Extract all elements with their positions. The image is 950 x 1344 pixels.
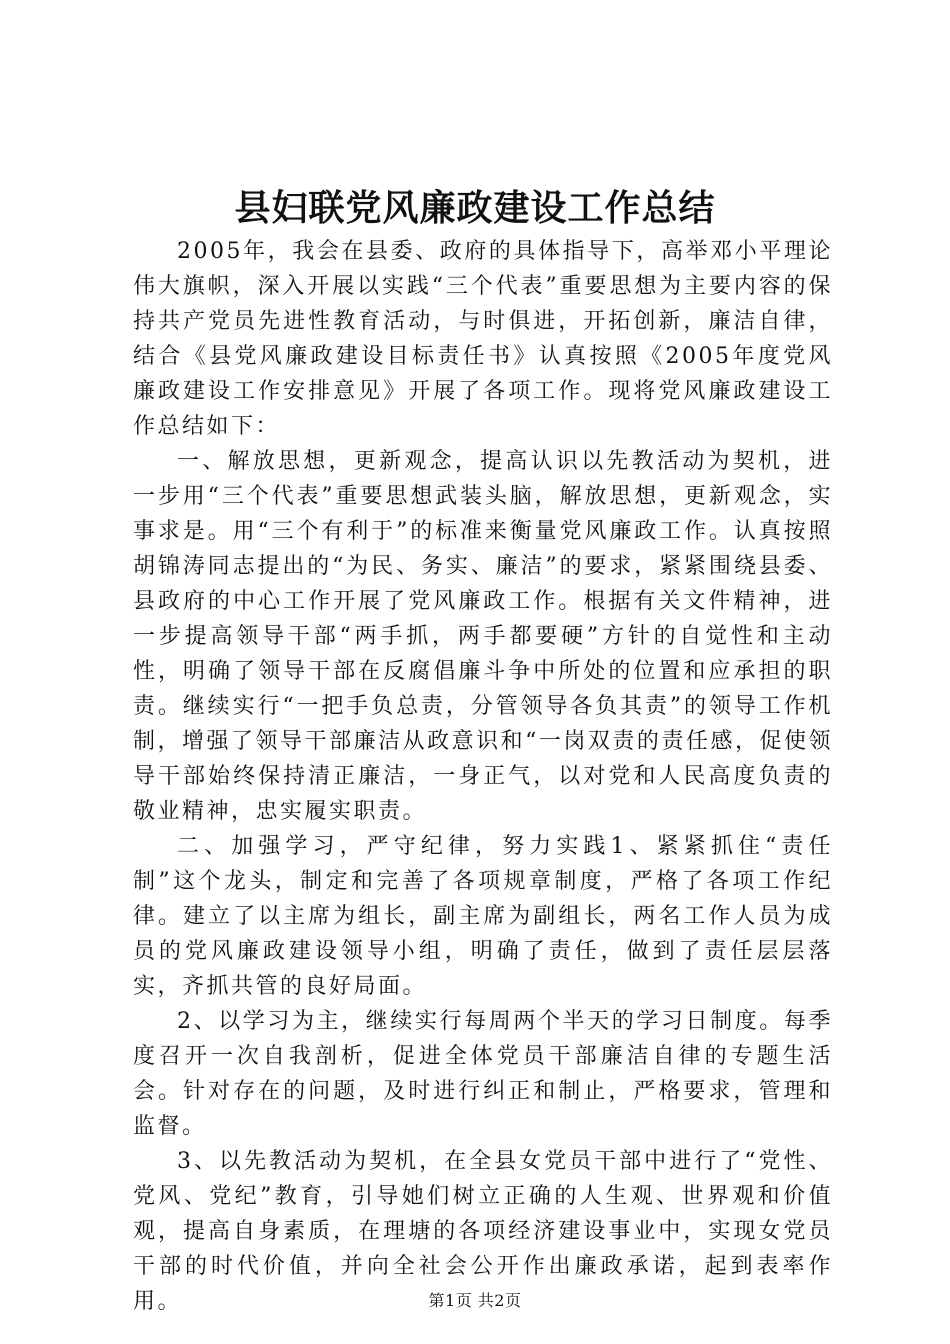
page-number-footer: 第1页 共2页 (428, 1291, 522, 1310)
paragraph-section-1: 一、解放思想，更新观念，提高认识以先教活动为契机，进一步用“三个代表”重要思想武装头脑，解放思想，更新观念，实事求是。用“三个有利于”的标准来衡量党风廉政工作。认真按照胡锦涛同志提出的“为民、务实、廉洁”的要求，紧紧围绕县委、县政府的中心工作开展了党风廉政工作。根据有关文件精神，进一步提高领导干部“两手抓，两手都要硬”方针的自觉性和主动性，明确了领导干部在反腐倡廉斗争中所处的位置和应承担的职责。继续实行“一把手负总责，分管领导各负其责”的领导工作机制，增强了领导干部廉洁从政意识和“一岗双责的责任感，促使领导干部始终保持清正廉洁，一身正气，以对党和人民高度负责的敬业精神，忠实履实职责。 (133, 449, 833, 824)
document-title: 县妇联党风廉政建设工作总结 (234, 187, 716, 229)
paragraph-section-2: 二、加强学习，严守纪律，努力实践1、紧紧抓住“责任制”这个龙头，制定和完善了各项规章制度，严格了各项工作纪律。建立了以主席为组长，副主席为副组长，两名工作人员为成员的党风廉政建设领导小组，明确了责任，做到了责任层层落实，齐抓共管的良好局面。 (133, 834, 833, 999)
paragraph-item-2: 2、以学习为主，继续实行每周两个半天的学习日制度。每季度召开一次自我剖析，促进全体党员干部廉洁自律的专题生活会。针对存在的问题，及时进行纠正和制止，严格要求，管理和监督。 (133, 1009, 833, 1139)
paragraph-intro: 2005年，我会在县委、政府的具体指导下，高举邓小平理论伟大旗帜，深入开展以实践“三个代表”重要思想为主要内容的保持共产党员先进性教育活动，与时俱进，开拓创新，廉洁自律，结合《县党风廉政建设目标责任书》认真按照《2005年度党风廉政建设工作安排意见》开展了各项工作。现将党风廉政建设工作总结如下： (133, 239, 833, 439)
document-body (133, 234, 833, 1319)
paragraph-item-3: 3、以先教活动为契机，在全县女党员干部中进行了“党性、党风、党纪”教育，引导她们树立正确的人生观、世界观和价值观，提高自身素质，在理塘的各项经济建设事业中，实现女党员干部的时代价值，并向全社会公开作出廉政承诺，起到表率作用。 (133, 1149, 833, 1314)
